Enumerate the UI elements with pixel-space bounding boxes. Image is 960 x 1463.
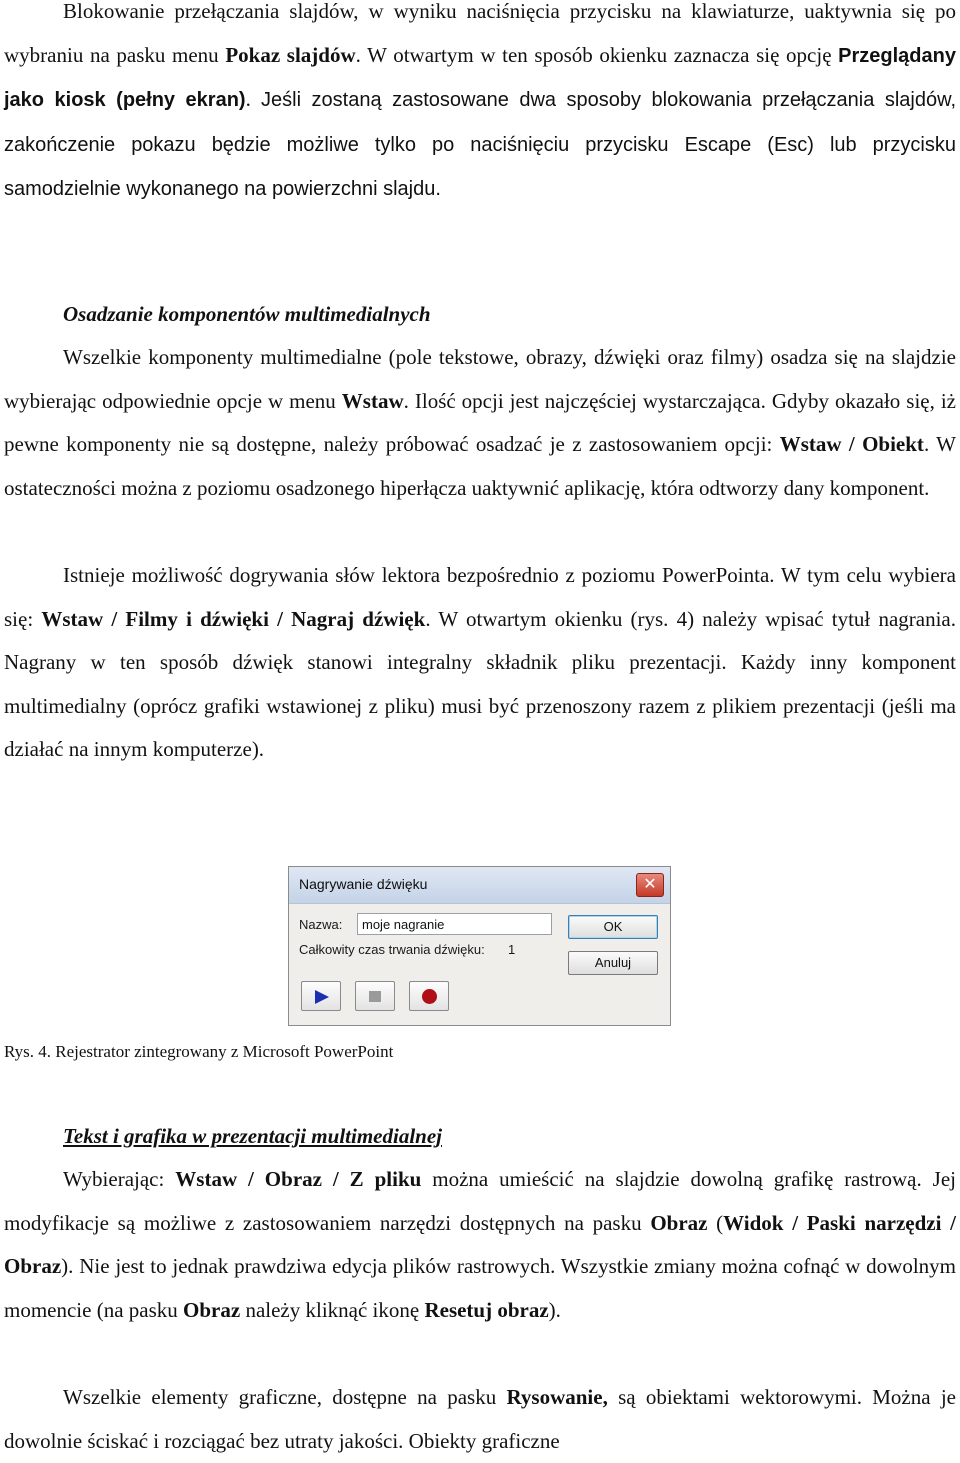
text: ). Nie jest to jednak prawdziwa edycja plików rastrowych. Wszystkie zmiany można cofnąć w dowolnym momencie (na pasku	[4, 1254, 956, 1322]
sound-recording-dialog	[288, 866, 671, 1026]
ok-button[interactable]: OK	[568, 915, 658, 939]
text: Istnieje możliwość dogrywania słów lektora bezpośrednio z poziomu PowerPointa. W tym celu wybiera się:	[4, 563, 956, 631]
text: . W otwartym okienku (rys. 4) należy wpisać tytuł nagrania. Nagrany w ten sposób dźwięk stanowi integralny składnik pliku prezentacji. Każdy inny komponent multimedialny (oprócz grafiki wstawionej z pliku) musi być przenoszony razem z plikiem prezentacji (jeśli ma działać na innym komputerze).	[4, 606, 956, 761]
paragraph-slide-lock	[4, 0, 956, 212]
bold-term: Pokaz slajdów	[225, 42, 356, 67]
text: .	[245, 87, 262, 111]
text: Jeśli zostaną zastosowane dwa sposoby blokowania przełączania slajdów, zakończenie pokazu będzie możliwe tylko po naciśnięciu przycisku Escape (Esc) lub przycisku samodzielnie wykonanego na powierzchni slajdu.	[4, 89, 957, 200]
duration-label: Całkowity czas trwania dźwięku:	[299, 942, 485, 957]
paragraph-vector	[4, 1376, 956, 1463]
stop-button[interactable]	[355, 981, 395, 1011]
text: należy kliknąć ikonę	[240, 1297, 425, 1322]
text: Wybierając:	[63, 1167, 176, 1191]
record-icon	[422, 989, 437, 1004]
duration-value: 1	[508, 942, 516, 957]
section-heading-multimedia: Osadzanie komponentów multimedialnych	[63, 302, 431, 326]
bold-term: Widok / Paski narzędzi / Obraz	[4, 1210, 956, 1278]
text: Blokowanie przełączania slajdów, w wyniku naciśnięcia przycisku na klawiaturze, uaktywnia się po wybraniu na pasku menu	[4, 0, 956, 67]
cancel-button[interactable]: Anuluj	[568, 951, 658, 975]
text: . Ilość opcji jest najczęściej wystarczająca. Gdyby okazało się, iż pewne komponenty nie są dostępne, należy próbować osadzać je z zastosowaniem opcji:	[4, 388, 956, 456]
paragraph-raster	[4, 1158, 956, 1332]
figure-caption: Rys. 4. Rejestrator zintegrowany z Microsoft PowerPoint	[4, 1042, 394, 1061]
paragraph-embedding	[4, 336, 956, 510]
bold-term: Wstaw / Obiekt	[779, 432, 924, 456]
text: Wszelkie elementy graficzne, dostępne na pasku	[63, 1385, 507, 1409]
section-heading-text-graphics	[4, 1115, 956, 1159]
paragraph-recording	[4, 554, 956, 772]
play-button[interactable]	[301, 981, 341, 1011]
text: są obiektami wektorowymi. Można je dowolnie ściskać i rozciągać bez utraty jakości. Obiekty graficzne	[4, 1385, 956, 1453]
record-button[interactable]	[409, 981, 449, 1011]
bold-term: Obraz	[650, 1210, 708, 1235]
name-label: Nazwa:	[299, 917, 343, 932]
text: ).	[548, 1297, 561, 1322]
text: . W otwartym w ten sposób okienku zaznacza się opcję	[355, 42, 839, 67]
bold-term: Obraz	[183, 1297, 241, 1322]
dialog-titlebar[interactable]	[289, 867, 670, 904]
bold-term: Wstaw / Obraz / Z pliku	[175, 1167, 422, 1191]
name-input[interactable]: moje nagranie	[357, 913, 552, 935]
bold-term: Resetuj obraz	[424, 1297, 549, 1322]
text: (	[707, 1210, 724, 1235]
close-icon[interactable]: ✕	[636, 873, 664, 897]
bold-term: Przeglądany jako kiosk (pełny ekran)	[4, 44, 956, 111]
bold-term: Wstaw / Filmy i dźwięki / Nagraj dźwięk	[41, 606, 426, 631]
bold-term: Rysowanie,	[506, 1385, 608, 1409]
text: Wszelkie komponenty multimedialne (pole tekstowe, obrazy, dźwięki oraz filmy) osadza się na slajdzie wybierając odpowiednie opcje w menu	[4, 345, 956, 413]
text: . W ostateczności można z poziomu osadzonego hiperłącza uaktywnić aplikację, która odtworzy dany komponent.	[4, 432, 956, 500]
text: można umieścić na slajdzie dowolną grafikę rastrową. Jej modyfikacje są możliwe z zastosowaniem narzędzi dostępnych na pasku	[4, 1167, 957, 1235]
stop-icon	[369, 991, 381, 1002]
heading-text: Tekst i grafika w prezentacji multimedialnej	[63, 1124, 442, 1148]
bold-term: Wstaw	[341, 388, 404, 413]
play-icon	[315, 990, 329, 1004]
dialog-title: Nagrywanie dźwięku	[299, 876, 428, 892]
